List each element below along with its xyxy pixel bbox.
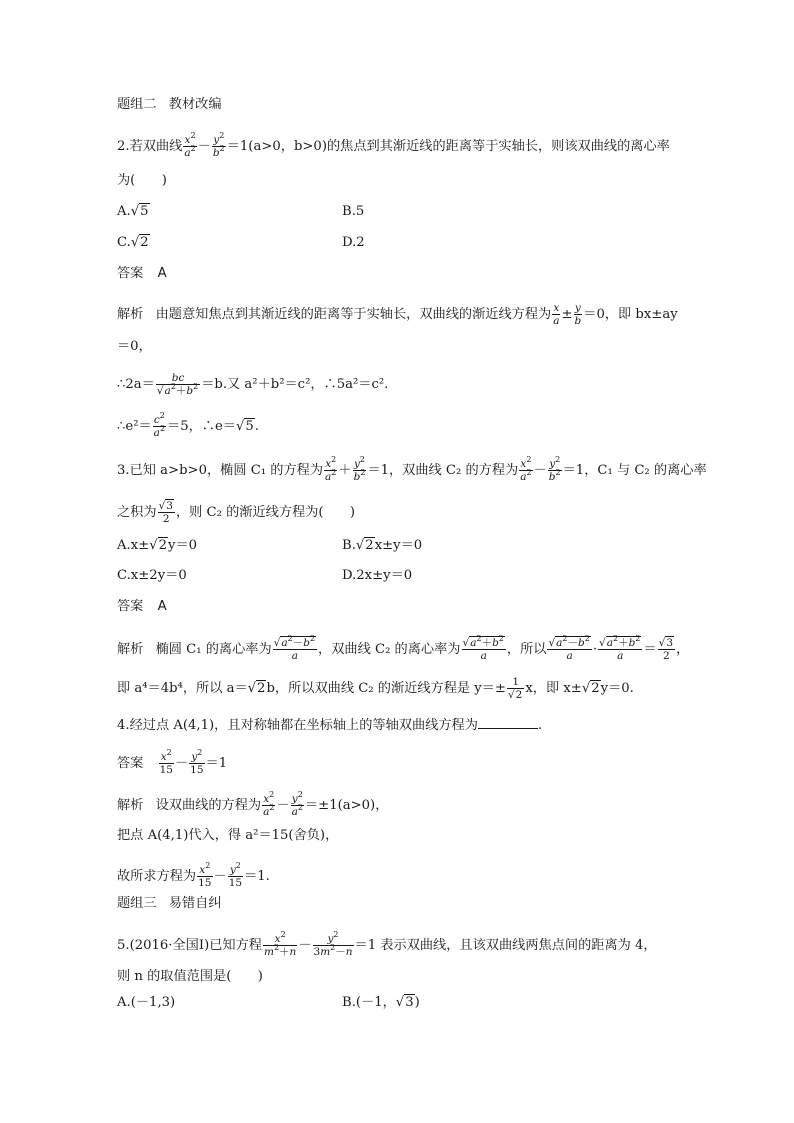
- sqrt-icon: [131, 235, 139, 250]
- q2-option-d: D.2: [342, 235, 365, 250]
- group2-title: 教材改编: [168, 97, 222, 112]
- q3-option-c: C.x±2y＝0: [117, 568, 187, 583]
- q2-option-c: C.√ 2: [117, 234, 150, 252]
- q5-option-b: B.(－1，√ 3): [342, 994, 420, 1012]
- fraction: √ $\frac{3}{2}$: [158, 500, 175, 525]
- group2-label: 题组二: [117, 97, 157, 112]
- fraction: $\frac{x}{a}$: [553, 302, 560, 327]
- q4-analysis-line1: 解析 设双曲线的方程为 $\frac{x^2}{a^2}$ － $\frac{y^2}{a^2}$ ＝±1(a>0)，: [117, 790, 389, 818]
- fraction: $\frac{y^2}{b^2}$: [353, 455, 366, 483]
- q3-option-a: A.x±√ 2y＝0: [117, 537, 197, 555]
- fraction: $\frac{y^2}{15}$: [228, 861, 243, 889]
- fraction: √ $\frac{3}{2}$: [658, 637, 675, 662]
- fraction: $\frac{x^2}{m^2+n}$: [263, 930, 297, 958]
- sqrt-icon: [149, 538, 157, 553]
- fraction: $\frac{x^2}{a^2}$: [184, 131, 196, 159]
- q3-analysis-line1: 解析 椭圆 C₁ 的离心率为 √ $\frac{a^2-b^2}{a}$ ，双曲线 C₂ 的离心率为 √ $\frac{a^2+b^2}{a}$ ，所以 √ $\frac{a^2-b^2}{a}$ · √ $\frac{a^2+b^2}{a}$ ＝ √ $\frac{3}{2}$ ，: [117, 637, 689, 662]
- fraction: √ $\frac{a^2+b^2}{a}$: [598, 637, 642, 662]
- q2-stem-line2: 为( ): [117, 173, 167, 188]
- q3-answer: 答案 A: [117, 599, 167, 614]
- fraction: 1 √ 2: [507, 676, 524, 701]
- q3-analysis-line2: 即 a⁴＝4b⁴，所以 a＝√ 2b，所以双曲线 C₂ 的渐近线方程是 y＝± 1 √ 2 x，即 x±√ 2y＝0.: [117, 676, 634, 701]
- fraction: $\frac{x^2}{15}$: [159, 748, 173, 776]
- fraction: $\frac{x^2}{a^2}$: [263, 790, 275, 818]
- answer-blank: [478, 716, 538, 729]
- fraction: $\frac{y^2}{3m^2-n}$: [313, 930, 353, 958]
- group2-heading: [117, 96, 222, 114]
- q2-stem-line1: 2.若双曲线 $\frac{x^2}{a^2}$ － $\frac{y^2}{b^2}$ ＝1(a>0，b>0)的焦点到其渐近线的距离等于实轴长，则该双曲线的离心率: [117, 131, 670, 159]
- q2-option-b: B.5: [342, 204, 365, 219]
- fraction: $\frac{y}{b}$: [574, 302, 582, 327]
- q5-stem-line1: 5.(2016·全国Ⅰ)已知方程 $\frac{x^2}{m^2+n}$ － $\frac{y^2}{3m^2-n}$ ＝1 表示双曲线，且该双曲线两焦点间的距离为 4，: [117, 930, 657, 958]
- q2-option-a: A.√ 5: [117, 203, 150, 221]
- q4-stem: 4.经过点 A(4,1)，且对称轴都在坐标轴上的等轴双曲线方程为 .: [117, 718, 543, 733]
- group3-heading: [117, 895, 222, 913]
- q5-option-a: A.(－1,3): [117, 995, 176, 1010]
- fraction: $\frac{y^2}{b^2}$: [548, 455, 561, 483]
- sqrt-icon: [582, 681, 590, 696]
- fraction: $\frac{x^2}{15}$: [198, 861, 212, 889]
- q3-option-d: D.2x±y＝0: [342, 568, 413, 583]
- q5-stem-line2: 则 n 的取值范围是( ): [117, 969, 263, 984]
- q2-analysis-line3: ∴2a＝ bc √ $a^2+b^2$ ＝b.又 a²＋b²＝c²，∴5a²＝c².: [117, 372, 388, 397]
- q3-stem-line2: 之积为 √ $\frac{3}{2}$ ，则 C₂ 的渐近线方程为( ): [117, 500, 355, 525]
- fraction: $\frac{y^2}{b^2}$: [212, 131, 225, 159]
- q3-option-b: B.√ 2x±y＝0: [342, 537, 422, 555]
- fraction: $\frac{y^2}{15}$: [190, 748, 204, 776]
- q2-answer: 答案 A: [117, 266, 167, 281]
- q2-analysis-line4: ∴e²＝ $\frac{c^2}{a^2}$ ＝5，∴e＝√ 5.: [117, 414, 259, 439]
- q4-answer: 答案 $\frac{x^2}{15}$ － $\frac{y^2}{15}$ ＝1: [117, 748, 228, 776]
- fraction: $\frac{y^2}{a^2}$: [291, 790, 303, 818]
- group3-title: 易错自纠: [168, 896, 222, 911]
- q4-analysis-line3: 故所求方程为 $\frac{x^2}{15}$ － $\frac{y^2}{15}$ ＝1.: [117, 861, 270, 889]
- fraction: √ $\frac{a^2-b^2}{a}$: [273, 637, 317, 662]
- group3-label: 题组三: [117, 896, 157, 911]
- q2-analysis-line1: 解析 由题意知焦点到其渐近线的距离等于实轴长，双曲线的渐近线方程为 $\frac{x}{a}$ ± $\frac{y}{b}$ ＝0，即 bx±ay: [117, 302, 678, 327]
- fraction: bc √ $a^2+b^2$: [156, 372, 200, 397]
- sqrt-icon: [248, 681, 256, 696]
- fraction: $\frac{c^2}{a^2}$: [153, 411, 166, 439]
- q4-analysis-line2: 把点 A(4,1)代入，得 a²＝15(舍负)，: [117, 828, 339, 843]
- fraction: $\frac{x^2}{a^2}$: [520, 455, 532, 483]
- sqrt-icon: [396, 995, 404, 1010]
- q2-analysis-line2: ＝0，: [117, 339, 152, 354]
- q3-stem-line1: 3.已知 a>b>0，椭圆 C₁ 的方程为 $\frac{x^2}{a^2}$ ＋ $\frac{y^2}{b^2}$ ＝1，双曲线 C₂ 的方程为 $\frac{x^2}{a^2}$ － $\frac{y^2}{b^2}$ ＝1，C₁ 与 C₂ 的离心率: [117, 455, 707, 483]
- fraction: √ $\frac{a^2+b^2}{a}$: [462, 637, 506, 662]
- sqrt-icon: [131, 204, 139, 219]
- fraction: $\frac{x^2}{a^2}$: [325, 455, 337, 483]
- fraction: √ $\frac{a^2-b^2}{a}$: [547, 637, 591, 662]
